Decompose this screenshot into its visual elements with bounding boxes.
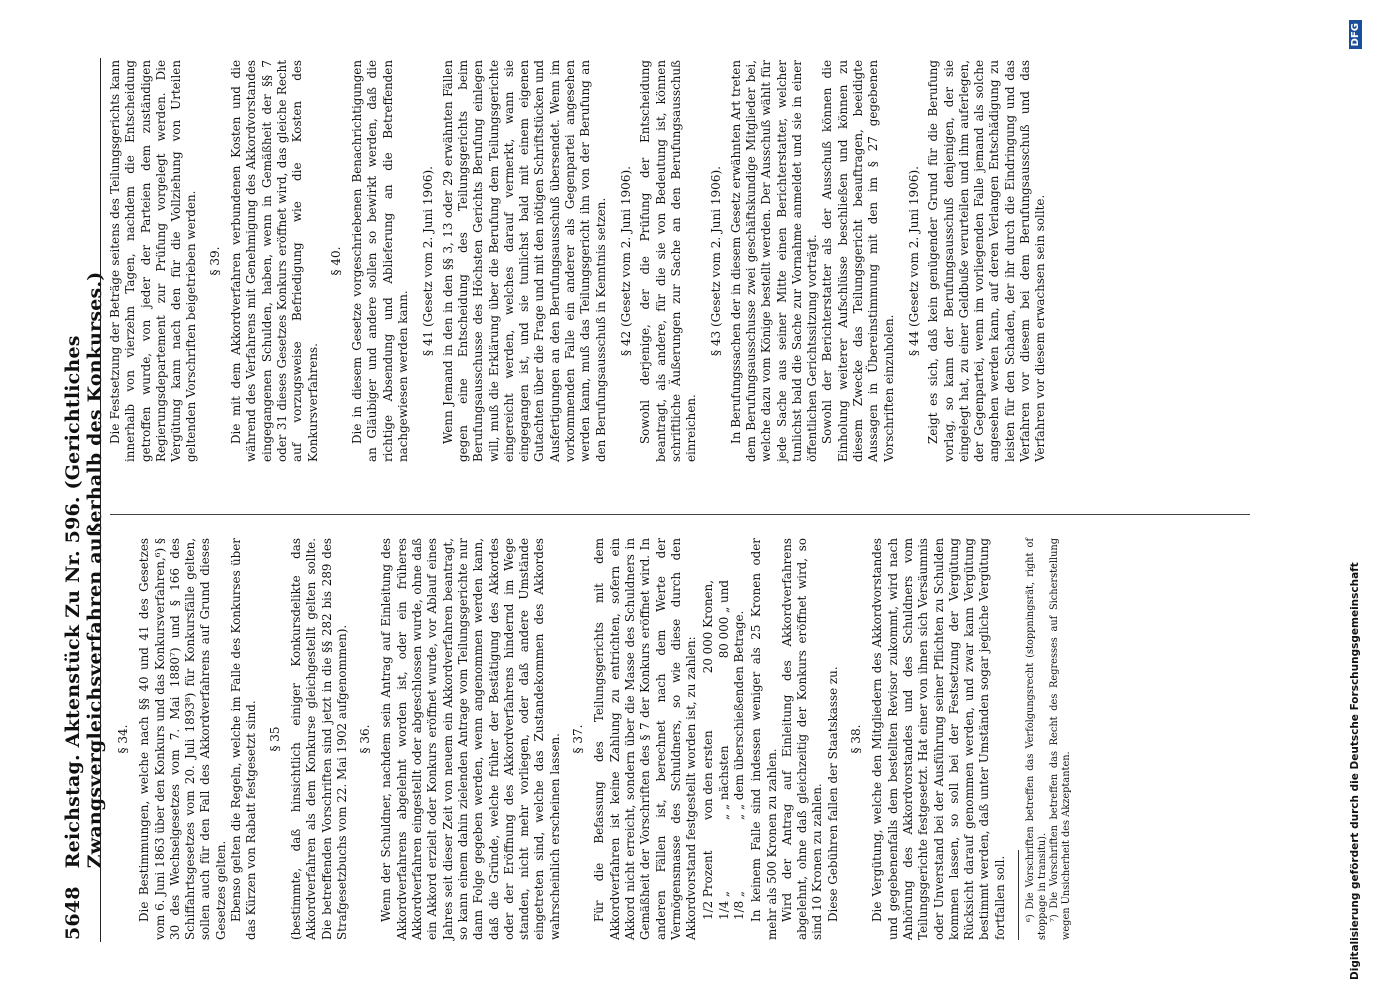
- fee-rate: 1/4 „: [716, 890, 731, 920]
- section-heading: § 41 (Gesetz vom 2. Juni 1906).: [421, 166, 436, 356]
- paragraph: Wird der Antrag auf Einleitung des Akkordverfahrens abgelehnt, ohne daß gleichzeitig der Konkurs eröffnet wird, so sind 10 Kronen zu zahlen.: [779, 538, 825, 940]
- fee-table: [701, 538, 747, 920]
- funding-note: Digitalisierung gefördert durch die Deutsche Forschungsgemeinschaft: [1349, 562, 1361, 980]
- page-title: Reichstag. Aktenstück Zu Nr. 596. (Gerichtliches Zwangsvergleichsverfahren außerhalb des Konkurses.): [62, 271, 106, 869]
- paragraph: Für die Befassung des Teilungsgerichts mit dem Akkordverfahren ist keine Zahlung zu entrichten, sofern ein Akkord nicht erreicht, sondern über die Masse des Schuldners in Gemäßheit der Vorschriften des § 7 der Konkurs eröffnet wird. In anderen Fällen ist, berechnet nach dem Werte der Vermögensmasse des Schuldners, so wie diese durch den Akkordvorstand festgestellt worden ist, zu zahlen:: [592, 538, 699, 940]
- footnote: ⁶) Die Vorschriften betreffen das Verfolgungsrecht (stoppningsrät, right of stoppage in transitu).: [1025, 538, 1049, 940]
- fee-range: „ „ dem überschießenden Betrage.: [731, 610, 746, 820]
- section-heading: § 44 (Gesetz vom 2. Juni 1906).: [906, 166, 921, 356]
- fee-amount: 80 000 „ und: [716, 580, 731, 659]
- section-heading: § 38.: [849, 724, 864, 754]
- paragraph: In keinem Falle sind indessen weniger als 25 Kronen oder mehr als 500 Kronen zu zahlen.: [749, 538, 779, 940]
- paragraph: Wenn Jemand in den in den §§ 3, 13 oder 29 erwähnten Fällen gegen eine Entscheidung des Teilungsgerichts beim Berufungsausschusse des Höchsten Gerichts Berufung einlegen will, muß die Erklärung über die Berufung dem Teilungsgerichte eingereicht werden, welches darauf vermerkt, wann sie eingegangen ist, und sie tunlichst bald mit einem eigenen Gutachten über die Frage und mit den nötigen Schriftstücken und Ausfertigungen an den Berufungsausschuß übersendet. Wenn im vorkommenden Falle ein anderer als Gegenpartei angesehen werden kann, muß das Teilungsgericht ihn von der Berufung an den Berufungsausschuß in Kenntnis setzen.: [440, 60, 608, 462]
- fee-rate: 1/2 Prozent: [701, 850, 716, 920]
- paragraph: Sowohl der Berichterstatter als der Ausschuß können die Einholung weiterer Aufschlüsse beschließen und können zu diesem Zwecke das Teilungsgericht beauftragen, beeidigte Aussagen in Übereinstimmung mit den im § 27 gegebenen Vorschriften einzuholen.: [820, 60, 896, 462]
- paragraph: Die Festsetzung der Beträge seitens des Teilungsgerichts kann innerhalb von vierzehn Tagen, nachdem die Entscheidung getroffen wurde, von jeder der Parteien dem zuständigen Regierungsdepartement zur Prüfung vorgelegt werden. Die Vergütung kann nach den für die Vollziehung von Urteilen geltenden Vorschriften beigetrieben werden.: [108, 60, 199, 462]
- header-rule: [100, 58, 101, 942]
- column-divider: [110, 514, 1250, 515]
- footnote: ⁷) Die Vorschriften betreffen das Recht des Regresses auf Sicherstellung wegen Unsicherheit des Akzeptanten.: [1049, 538, 1073, 940]
- paragraph: Die in diesem Gesetze vorgeschriebenen Benachrichtigungen an Gläubiger und andere sollen so bewirkt werden, daß die richtige Absendung und Ablieferung an die Betreffenden nachgewiesen werden kann.: [350, 60, 411, 462]
- dfg-logo: DFG: [1349, 20, 1362, 49]
- section-heading: § 37.: [571, 724, 586, 754]
- page-number: 5648: [62, 886, 84, 940]
- page-header: [62, 60, 106, 940]
- paragraph: Die mit dem Akkordverfahren verbundenen Kosten und die während des Verfahrens mit Genehmigung des Akkordvorstandes eingegangenen Schulden, haben, wenn in Gemäßheit der §§ 7 oder 31 dieses Gesetzes Konkurs eröffnet wird, das gleiche Recht auf vorzugsweise Befriedigung wie die Kosten des Konkursverfahrens.: [229, 60, 320, 462]
- section-heading: § 39.: [207, 246, 222, 276]
- paragraph: Ebenso gelten die Regeln, welche im Falle des Konkurses über das Kürzen von Rabatt festgesetzt sind.: [229, 538, 259, 940]
- paragraph: Diese Gebühren fallen der Staatskasse zu.: [825, 666, 840, 922]
- left-column: [108, 538, 1073, 940]
- paragraph: Zeigt es sich, daß kein genügender Grund für die Berufung vorlag, so kann der Berufungsausschuß denjenigen, der sie eingelegt hat, zu einer Geldbuße verurteilen und ihm auferlegen, der Gegenpartei, wenn im vorliegenden Falle jemand als solche angesehen werden kann, auf deren Verlangen Entschädigung zu leisten für den Schaden, der ihr durch die Eindringung und das Verfahren vor diesem bei dem Berufungsausschuß und das Verfahren vor diesem erwachsen sein sollte.: [926, 60, 1048, 462]
- fee-row: [717, 538, 732, 920]
- section-heading: § 43 (Gesetz vom 2. Juni 1906).: [709, 166, 724, 356]
- section-heading: § 40.: [328, 246, 343, 276]
- right-column: [108, 60, 1049, 462]
- fee-range: von den ersten: [701, 730, 716, 820]
- section-heading: § 42 (Gesetz vom 2. Juni 1906).: [618, 166, 633, 356]
- section-heading: § 34.: [116, 724, 130, 754]
- fee-amount: 20 000 Kronen,: [701, 580, 716, 674]
- section-heading: § 35: [267, 726, 282, 752]
- paragraph: (bestimmte, daß hinsichtlich einiger Konkursdelikte das Akkordverfahren als dem Konkurse gleichgestellt gelten sollte. Die betreffenden Vorschriften sind jetzt in die §§ 282 bis 289 des Strafgesetzbuchs vom 22. Mai 1902 aufgenommen).: [288, 538, 349, 940]
- section-heading: § 36.: [358, 724, 373, 754]
- fee-row: [701, 538, 716, 920]
- fee-row: [732, 538, 747, 920]
- footnote-rule: [1018, 850, 1019, 940]
- paragraph: Sowohl derjenige, der die Prüfung der Entscheidung beantragt, als andere, für die sie von Bedeutung ist, können schriftliche Äußerungen zur Sache an den Berufungsausschuß einreichen.: [638, 60, 699, 462]
- digitization-note: [1345, 20, 1365, 980]
- paragraph: Die Vergütung, welche den Mitgliedern des Akkordvorstandes und gegebenenfalls dem bestellten Revisor zukommt, wird nach Anhörung des Akkordvorstandes und des Schuldners vom Teilungsgerichte festgesetzt. Hat einer von ihnen sich Versäumnis oder Unverstand bei der Ausführung seiner Pflichten zu Schulden kommen lassen, so soll bei der Festsetzung der Vergütung Rücksicht darauf genommen werden, und zwar kann Vergütung bestimmt werden, daß unter Umständen sogar jegliche Vergütung fortfallen soll.: [870, 538, 1007, 940]
- fee-rate: 1/8 „: [731, 890, 746, 920]
- fee-range: „ „ nächsten: [716, 745, 731, 820]
- paragraph: Wenn der Schuldner, nachdem sein Antrag auf Einleitung des Akkordverfahrens abgelehnt worden ist, oder ein früheres Akkordverfahren eingestellt oder abgeschlossen wurde, ohne daß ein Akkord erzielt oder Konkurs eröffnet wurde, vor Ablauf eines Jahres seit dieser Zeit von neuem ein Akkordverfahren beantragt, so kann einem dahin zielenden Antrage vom Teilungsgerichte nur dann Folge gegeben werden, wenn angenommen werden kann, daß die Gründe, welche früher der Bestätigung des Akkordes oder der Eröffnung des Akkordverfahrens hindernd im Wege standen, nicht mehr vorliegen, oder daß andere Umstände eingetreten sind, welche das Zustandekommen des Akkordes wahrscheinlich erscheinen lassen.: [379, 538, 562, 940]
- paragraph: In Berufungssachen der in diesem Gesetz erwähnten Art treten dem Berufungsausschusse zwei geschäftskundige Mitglieder bei, welche dazu vom Könige bestellt werden. Der Ausschuß wählt für jede Sache aus seiner Mitte einen Berichterstatter, welcher tunlichst bald die Sache zur Vornahme anmeldet und sie in einer öffentlichen Gerichtssitzung vorträgt.: [728, 60, 820, 462]
- paragraph: Die Bestimmungen, welche nach §§ 40 und 41 des Gesetzes vom 6. Juni 1863 über den Konkurs und das Konkursverfahren,⁶) § 30 des Wechselgesetzes vom 7. Mai 1880⁷) und § 166 des Schiffahrtsgesetzes vom 20. Juli 1893⁸) für Konkursfälle gelten, sollen auch für den Fall des Akkordverfahrens auf Grund dieses Gesetzes gelten.: [137, 538, 228, 940]
